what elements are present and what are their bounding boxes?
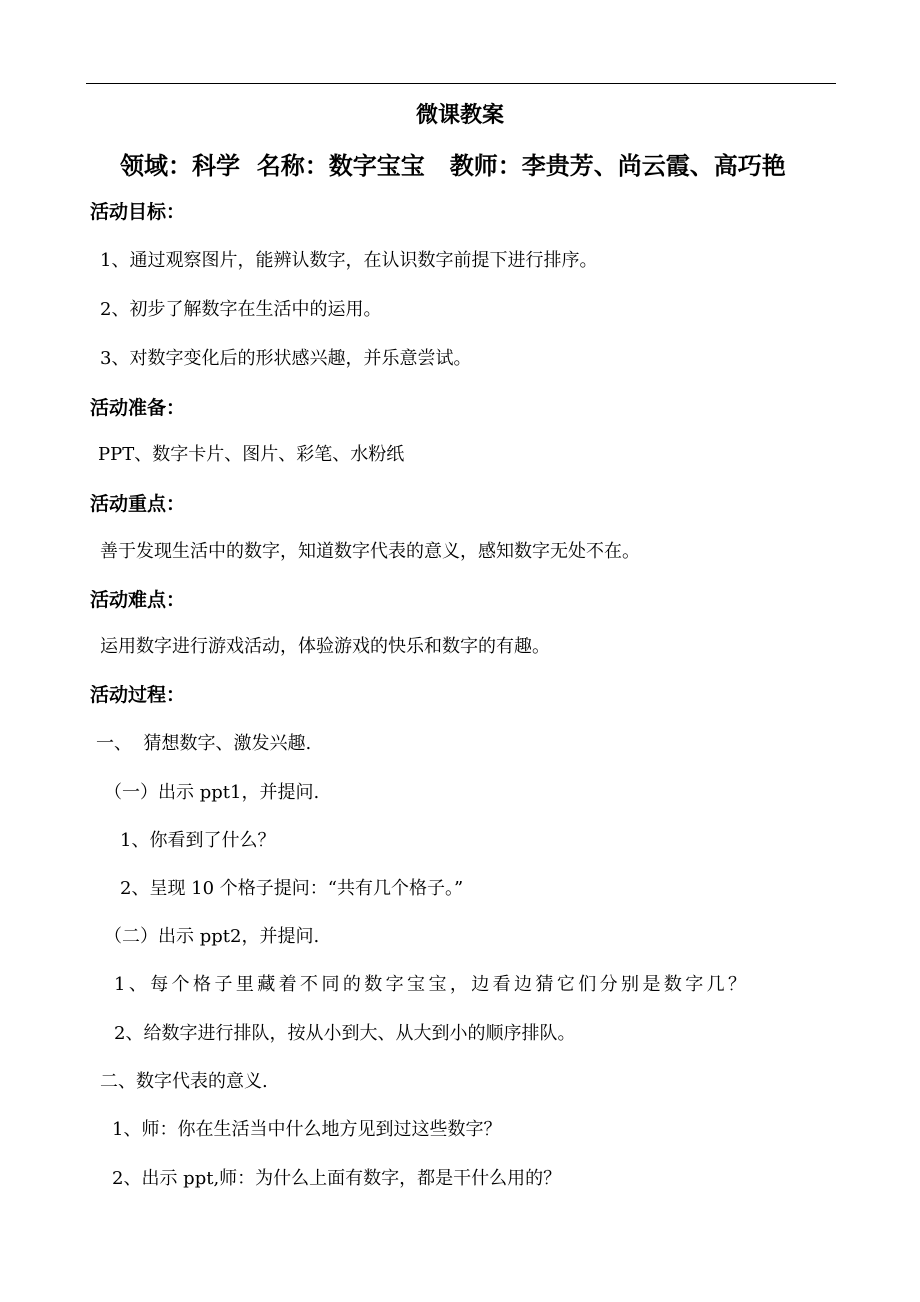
heading-key-point: 活动重点：	[90, 493, 186, 515]
document-meta: 领域：科学 名称：数字宝宝 教师：李贵芳、尚云霞、高巧艳	[120, 152, 786, 180]
goal-item: 2、初步了解数字在生活中的运用。	[100, 299, 382, 320]
process-line: 2、出示 ppt,师：为什么上面有数字，都是干什么用的？	[112, 1168, 562, 1189]
header-rule	[86, 83, 836, 84]
process-line: 1、师：你在生活当中什么地方见到过这些数字？	[112, 1119, 502, 1140]
heading-preparation: 活动准备：	[90, 397, 186, 419]
process-line: 1、你看到了什么？	[120, 830, 276, 851]
goal-item: 3、对数字变化后的形状感兴趣，并乐意尝试。	[100, 348, 472, 369]
process-line: （二）出示 ppt2，并提问.	[104, 926, 320, 947]
heading-goals: 活动目标：	[90, 201, 186, 223]
document-title: 微课教案	[415, 103, 504, 128]
process-line: 2、呈现 10 个格子提问：“共有几个格子。”	[120, 878, 464, 899]
preparation-text: PPT、数字卡片、图片、彩笔、水粉纸	[98, 444, 405, 465]
process-line: 一、 猜想数字、激发兴趣.	[96, 733, 312, 754]
key-point-text: 善于发现生活中的数字，知道数字代表的意义，感知数字无处不在。	[100, 541, 640, 562]
difficulty-text: 运用数字进行游戏活动，体验游戏的快乐和数字的有趣。	[100, 636, 550, 657]
process-line: 1、每个格子里藏着不同的数字宝宝，边看边猜它们分别是数字几？	[114, 974, 750, 995]
heading-process: 活动过程：	[90, 684, 186, 706]
process-line: 2、给数字进行排队，按从小到大、从大到小的顺序排队。	[114, 1023, 576, 1044]
process-line: 二、数字代表的意义.	[100, 1071, 268, 1092]
heading-difficulty: 活动难点：	[90, 589, 186, 611]
process-line: （一）出示 ppt1，并提问.	[104, 782, 320, 803]
goal-item: 1、通过观察图片，能辨认数字，在认识数字前提下进行排序。	[100, 250, 598, 271]
